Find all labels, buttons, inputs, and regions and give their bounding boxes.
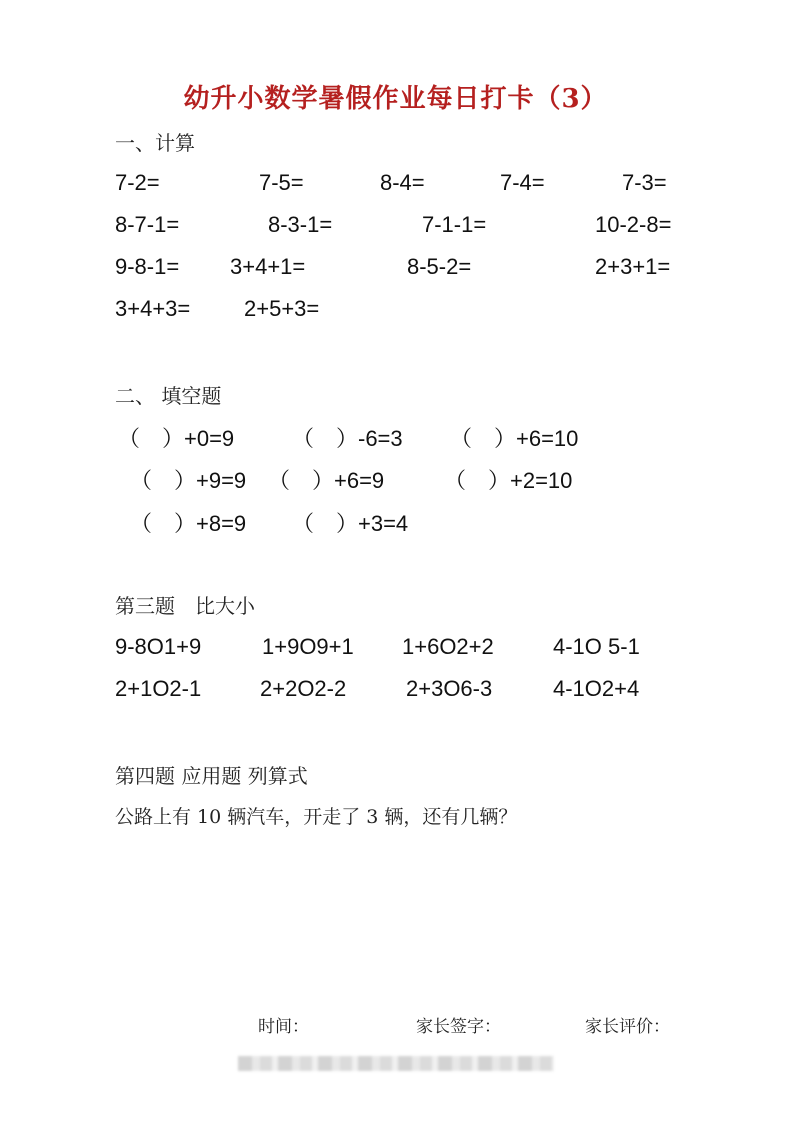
- compare-problem: 2+1O2-1: [115, 676, 202, 701]
- section-fill-heading: 二、 填空题: [115, 384, 222, 408]
- compare-problem: 4-1O 5-1: [553, 634, 640, 659]
- fill-problem: （ ）+6=10: [450, 426, 579, 451]
- section-compare-heading: 第三题 比大小: [115, 594, 255, 618]
- calc-problem: 8-3-1=: [268, 212, 333, 237]
- calc-problem: 3+4+1=: [230, 254, 306, 279]
- fill-problem: （ ）+3=4: [292, 511, 409, 536]
- calc-problem: 8-4=: [380, 170, 425, 195]
- calc-problem: 8-7-1=: [115, 212, 180, 237]
- fill-problem: （ ）-6=3: [292, 426, 403, 451]
- fill-problem: （ ）+2=10: [444, 468, 573, 493]
- calc-problem: 7-5=: [259, 170, 304, 195]
- compare-problem: 4-1O2+4: [553, 676, 640, 701]
- fill-problem: （ ）+6=9: [268, 468, 385, 493]
- footer-time-label: 时间：: [258, 1017, 309, 1037]
- calc-problem: 7-4=: [500, 170, 545, 195]
- page-title: 幼升小数学暑假作业每日打卡（3）: [183, 84, 608, 114]
- compare-problem: 9-8O1+9: [115, 634, 202, 659]
- calc-problem: 7-3=: [622, 170, 667, 195]
- footer-signature-label: 家长签字：: [416, 1017, 501, 1037]
- calc-problem: 2+5+3=: [244, 296, 320, 321]
- calc-problem: 7-2=: [115, 170, 160, 195]
- section-word-heading: 第四题 应用题 列算式: [115, 764, 308, 788]
- compare-problem: 2+2O2-2: [260, 676, 347, 701]
- compare-problem: 2+3O6-3: [406, 676, 493, 701]
- word-problem-question: 公路上有 10 辆汽车，开走了 3 辆，还有几辆？: [115, 806, 518, 828]
- calc-problem: 3+4+3=: [115, 296, 191, 321]
- fill-problem: （ ）+8=9: [130, 511, 247, 536]
- compare-problem: 1+6O2+2: [402, 634, 494, 659]
- calc-problem: 2+3+1=: [595, 254, 671, 279]
- calc-problem: 8-5-2=: [407, 254, 472, 279]
- blurred-watermark: [238, 1056, 554, 1071]
- fill-problem: （ ）+0=9: [118, 426, 235, 451]
- fill-problem: （ ）+9=9: [130, 468, 247, 493]
- compare-problem: 1+9O9+1: [262, 634, 354, 659]
- section-calc-heading: 一、计算: [115, 131, 195, 155]
- footer-evaluation-label: 家长评价：: [585, 1017, 670, 1037]
- calc-problem: 10-2-8=: [595, 212, 672, 237]
- calc-problem: 7-1-1=: [422, 212, 487, 237]
- calc-problem: 9-8-1=: [115, 254, 180, 279]
